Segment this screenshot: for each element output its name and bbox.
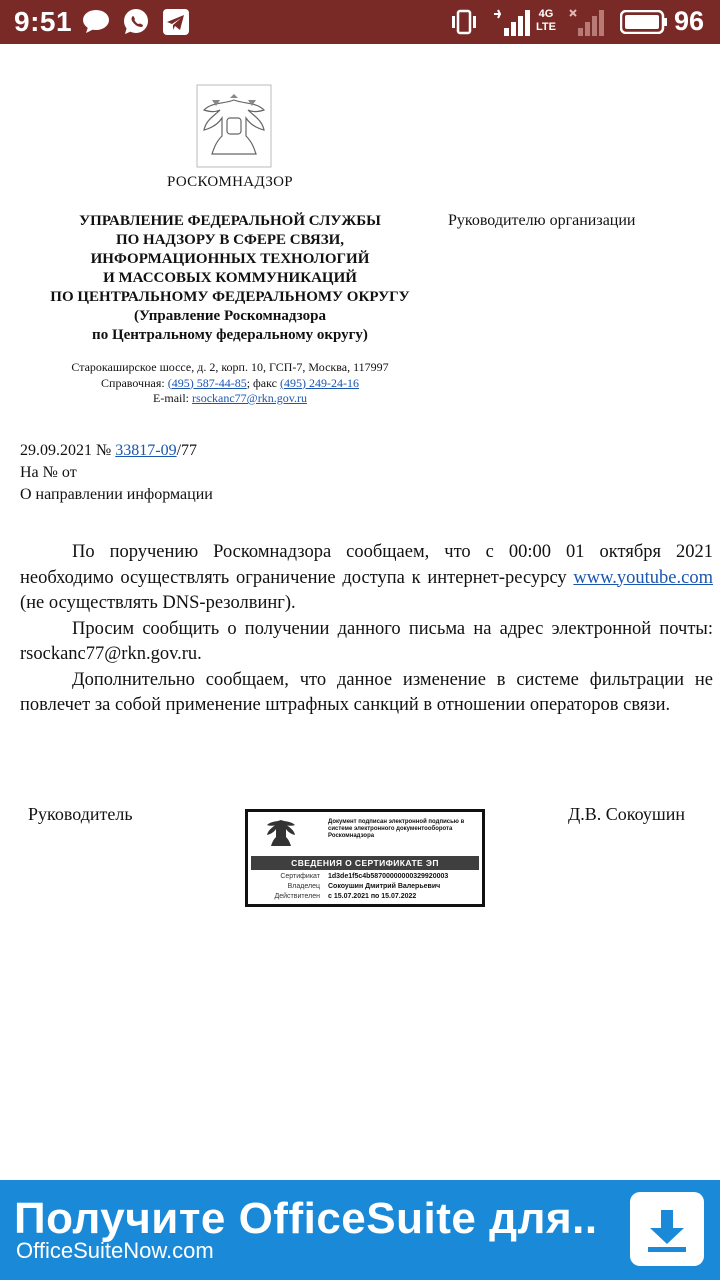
signer-name: Д.В. Сокоушин bbox=[568, 804, 686, 824]
fax-link[interactable]: (495) 249-24-16 bbox=[279, 375, 359, 390]
department-line: ПО НАДЗОРУ В СФЕРЕ СВЯЗИ, bbox=[115, 232, 345, 248]
paragraph bbox=[20, 540, 713, 617]
download-button[interactable] bbox=[630, 1192, 704, 1266]
youtube-link[interactable]: www.youtube.com bbox=[573, 567, 713, 588]
signal-strength-empty-icon bbox=[568, 8, 604, 36]
paragraph-text: (не осуществлять DNS-резолвинг). bbox=[20, 593, 296, 613]
phone-line bbox=[30, 376, 430, 392]
email-label: E-mail: bbox=[153, 391, 193, 405]
banner-title: Получите OfficeSuite для.. bbox=[14, 1194, 598, 1243]
department-header bbox=[30, 212, 430, 345]
stamp-label: Владелец bbox=[287, 883, 320, 890]
reference-line: На № от bbox=[20, 464, 77, 481]
stamp-value: с 15.07.2021 по 15.07.2022 bbox=[328, 893, 417, 900]
letter-subject: О направлении информации bbox=[20, 486, 213, 503]
date-number bbox=[20, 440, 213, 462]
signal-strength-icon bbox=[494, 8, 530, 36]
email-line bbox=[30, 391, 430, 407]
stamp-row bbox=[248, 892, 482, 902]
paragraph: Дополнительно сообщаем, что данное изменение в системе фильтрации не повлечет за собой применение штрафных санкций в отношении операторов связи. bbox=[20, 669, 713, 715]
department-line: УПРАВЛЕНИЕ ФЕДЕРАЛЬНОЙ СЛУЖБЫ bbox=[79, 213, 381, 229]
addressee: Руководителю организации bbox=[448, 212, 636, 229]
stamp-header: СВЕДЕНИЯ О СЕРТИФИКАТЕ ЭП bbox=[251, 856, 479, 870]
stamp-value: 1d3de1f5c4b58700000000329920003 bbox=[328, 873, 449, 880]
department-line: И МАССОВЫХ КОММУНИКАЦИЙ bbox=[103, 270, 357, 286]
network-type-label: 4G LTE bbox=[536, 8, 556, 33]
status-time: 9:51 bbox=[14, 6, 73, 37]
department-line: по Центральному федеральному округу) bbox=[92, 327, 368, 343]
letter-meta bbox=[20, 440, 213, 506]
letter-body bbox=[20, 540, 713, 719]
document-page[interactable] bbox=[0, 44, 720, 1180]
fax-label: ; факс bbox=[246, 375, 280, 390]
email-link[interactable]: rsockanc77@rkn.gov.ru bbox=[192, 391, 307, 405]
department-line: (Управление Роскомнадзора bbox=[134, 308, 326, 324]
stamp-label: Действителен bbox=[274, 893, 320, 900]
stamp-value: Сокоушин Дмитрий Валерьевич bbox=[328, 883, 441, 890]
department-line: ПО ЦЕНТРАЛЬНОМУ ФЕДЕРАЛЬНОМУ ОКРУГУ bbox=[50, 289, 410, 305]
department-line: ИНФОРМАЦИОННЫХ ТЕХНОЛОГИЙ bbox=[90, 251, 370, 267]
stamp-emblem-icon bbox=[264, 816, 298, 852]
telegram-icon bbox=[162, 8, 190, 36]
paragraph-text: По поручению Роскомнадзора сообщаем, что с 00:00 01 октября 2021 необходимо осуществлять ограничение доступа к интернет-ресурсу bbox=[20, 542, 713, 588]
signer-role: Руководитель bbox=[28, 804, 133, 824]
phone-link[interactable]: (495) 587-44-85 bbox=[167, 375, 247, 390]
phone-label: Справочная: bbox=[101, 375, 168, 390]
paragraph: Просим сообщить о получении данного письма на адрес электронной почты: rsockanc77@rkn.gov.ru. bbox=[20, 618, 713, 664]
letter-date: 29.09.2021 № bbox=[20, 442, 116, 459]
letter-number-suffix: /77 bbox=[176, 442, 198, 459]
battery-icon bbox=[620, 10, 668, 34]
e-signature-stamp bbox=[245, 809, 485, 907]
stamp-label: Сертификат bbox=[280, 873, 320, 880]
battery-level: 96 bbox=[674, 6, 705, 36]
ad-banner[interactable] bbox=[0, 1180, 720, 1280]
address: Старокаширское шоссе, д. 2, корп. 10, ГСП-7, Москва, 117997 bbox=[71, 360, 389, 374]
stamp-description: Документ подписан электронной подписью в системе электронного документооборота Роскомнадзора bbox=[328, 819, 465, 839]
stamp-row bbox=[248, 872, 482, 882]
vibrate-icon bbox=[452, 8, 476, 36]
status-bar bbox=[0, 0, 720, 44]
whatsapp-icon bbox=[122, 8, 150, 36]
agency-name: РОСКОМНАДЗОР bbox=[167, 174, 293, 190]
contact-info bbox=[30, 360, 430, 407]
message-bubble-icon bbox=[82, 8, 110, 34]
banner-subtitle: OfficeSuiteNow.com bbox=[16, 1238, 214, 1263]
download-icon bbox=[630, 1192, 704, 1266]
russian-emblem-icon bbox=[196, 84, 272, 168]
letter-number-link[interactable]: 33817-09 bbox=[115, 442, 177, 459]
stamp-row bbox=[248, 882, 482, 892]
